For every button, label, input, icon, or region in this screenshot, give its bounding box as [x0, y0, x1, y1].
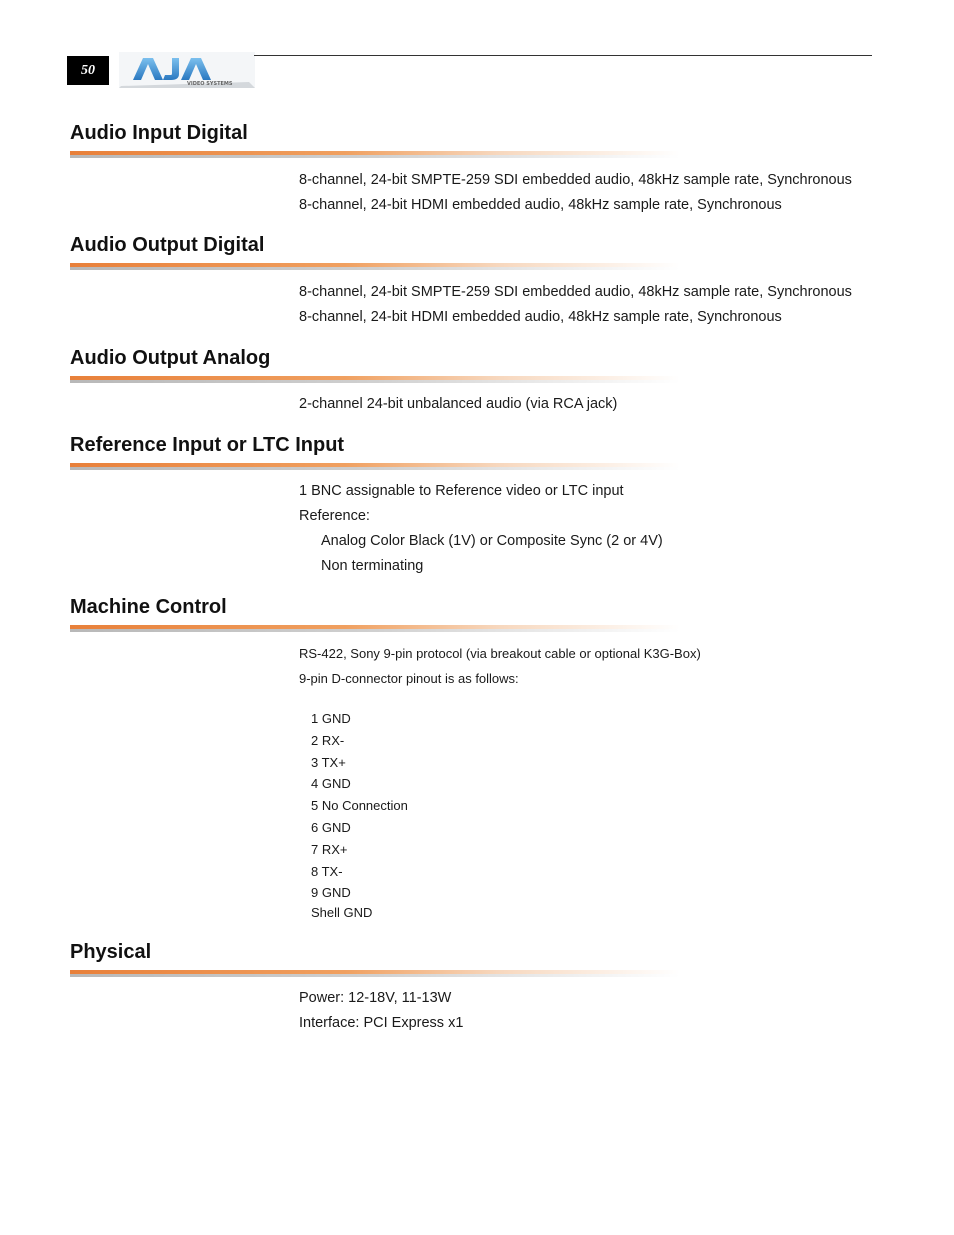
section-title: Machine Control [70, 596, 227, 618]
body-line: 8-channel, 24-bit SMPTE-259 SDI embedded audio, 48kHz sample rate, Synchronous [299, 284, 852, 300]
section-title: Audio Output Analog [70, 347, 271, 369]
pinout-list [299, 708, 408, 922]
body-line: Power: 12-18V, 11-13W [299, 990, 452, 1006]
body-line: 8-channel, 24-bit HDMI embedded audio, 48kHz sample rate, Synchronous [299, 309, 782, 325]
page-number: 50 [67, 56, 109, 85]
section-body [299, 280, 852, 330]
logo-subtext: VIDEO SYSTEMS [187, 81, 233, 87]
pinout-item: 2 RX- [311, 732, 345, 748]
section-rule [70, 151, 680, 159]
body-line: 8-channel, 24-bit HDMI embedded audio, 48kHz sample rate, Synchronous [299, 197, 782, 213]
section-title: Audio Output Digital [70, 234, 265, 256]
body-line: Non terminating [321, 558, 424, 574]
section-machine-control [70, 594, 870, 633]
section-body [299, 392, 617, 417]
body-line: 9-pin D-connector pinout is as follows: [299, 671, 519, 686]
header-rule [254, 55, 872, 56]
section-body [299, 168, 852, 218]
section-body [299, 986, 463, 1036]
section-audio-output-analog [70, 345, 870, 384]
body-line: 8-channel, 24-bit SMPTE-259 SDI embedded audio, 48kHz sample rate, Synchronous [299, 172, 852, 188]
section-title: Physical [70, 941, 152, 963]
section-audio-input-digital [70, 120, 870, 159]
section-rule [70, 970, 680, 978]
section-rule [70, 263, 680, 271]
aja-logo [119, 52, 255, 88]
pinout-item: 5 No Connection [311, 798, 408, 814]
section-body [299, 479, 663, 579]
pinout-item: 4 GND [311, 776, 351, 792]
body-line: RS-422, Sony 9-pin protocol (via breakout cable or optional K3G-Box) [299, 646, 701, 661]
section-body [299, 641, 701, 691]
body-line: Analog Color Black (1V) or Composite Sync (2 or 4V) [321, 533, 663, 549]
pinout-item: 8 TX- [311, 863, 343, 879]
body-line: 2-channel 24-bit unbalanced audio (via RCA jack) [299, 396, 618, 412]
section-physical [70, 939, 870, 978]
section-rule [70, 625, 680, 633]
pinout-item: 1 GND [311, 711, 351, 726]
pinout-item: 3 TX+ [311, 754, 346, 770]
body-line: 1 BNC assignable to Reference video or LTC input [299, 483, 624, 499]
section-rule [70, 376, 680, 384]
section-rule [70, 463, 680, 471]
pinout-item: 7 RX+ [311, 841, 348, 857]
section-reference-input [70, 432, 870, 471]
pinout-item: 6 GND [311, 819, 351, 835]
section-title: Reference Input or LTC Input [70, 434, 345, 456]
section-title: Audio Input Digital [70, 122, 248, 144]
body-line: Reference: [299, 508, 370, 524]
pinout-item: Shell GND [311, 905, 373, 921]
section-audio-output-digital [70, 232, 870, 271]
pinout-item: 9 GND [311, 885, 351, 901]
body-line: Interface: PCI Express x1 [299, 1015, 464, 1031]
